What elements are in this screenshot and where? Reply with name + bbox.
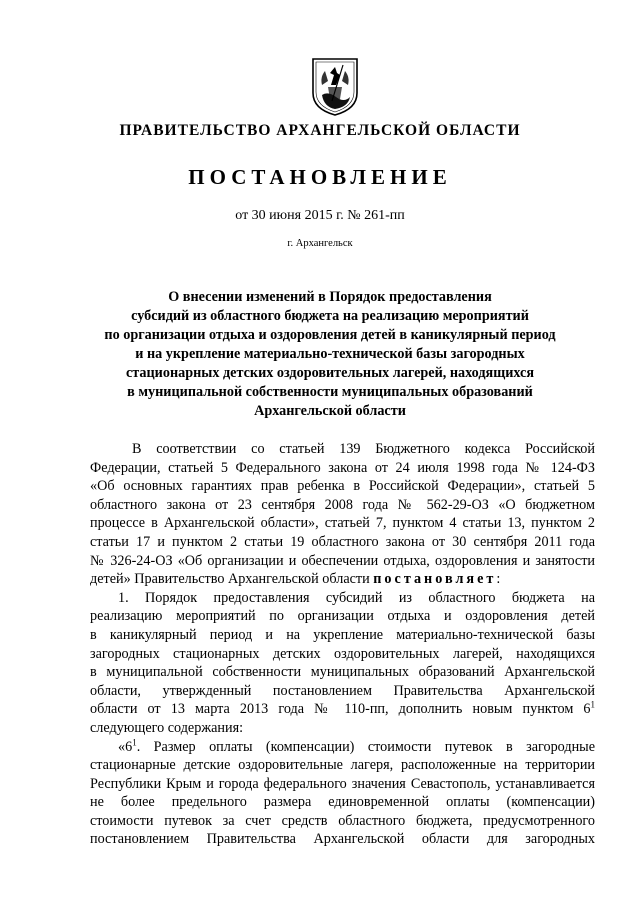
body-text: детей» Правительство Архангельской области bbox=[90, 571, 374, 588]
body-line: Республики Крым и города федерального значения Севастополь, устанавливается bbox=[90, 775, 595, 792]
superscript: 1 bbox=[132, 736, 137, 747]
body-line: областного закона от 23 сентября 2008 года № 562-29-ОЗ «О бюджетном bbox=[90, 496, 595, 513]
body-line: реализацию мероприятий по организации отдыха и оздоровления детей bbox=[90, 608, 595, 625]
superscript: 1 bbox=[590, 699, 595, 710]
document-city: г. Архангельск bbox=[287, 238, 353, 249]
document-type: ПОСТАНОВЛЕНИЕ bbox=[188, 165, 452, 189]
body-line: стоимости путевок за счет средств областного бюджета, предусмотренного bbox=[90, 812, 595, 829]
document-title bbox=[80, 288, 580, 421]
title-line: по организации отдыха и оздоровления детей в каникулярный период bbox=[104, 327, 556, 343]
title-line: субсидий из областного бюджета на реализацию мероприятий bbox=[131, 308, 529, 324]
body-text: : bbox=[496, 571, 501, 588]
body-line bbox=[90, 570, 595, 589]
document-body bbox=[90, 440, 595, 849]
document-date-number: от 30 июня 2015 г. № 261-пп bbox=[235, 208, 405, 223]
body-line: В соответствии со статьей 139 Бюджетного кодекса Российской bbox=[132, 441, 595, 457]
title-line: и на укрепление материально-технической базы загородных bbox=[135, 346, 525, 362]
title-line: стационарных детских оздоровительных лагерей, находящихся bbox=[125, 365, 535, 381]
body-text: области от 13 марта 2013 года № 110-пп, дополнить новым пунктом 6 bbox=[90, 701, 591, 718]
body-line: следующего содержания: bbox=[90, 719, 244, 736]
body-line: не более предельного размера единовременной оплаты (компенсации) bbox=[90, 794, 595, 811]
title-line: в муниципальной собственности муниципальных образований bbox=[127, 384, 533, 400]
body-line bbox=[90, 700, 595, 719]
organization-name: ПРАВИТЕЛЬСТВО АРХАНГЕЛЬСКОЙ ОБЛАСТИ bbox=[119, 122, 521, 139]
body-line: «Об основных гарантиях прав ребенка в Российской Федерации», статьей 5 bbox=[90, 478, 595, 495]
body-line: № 326-24-ОЗ «Об организации и обеспечении отдыха, оздоровления и занятости bbox=[90, 552, 595, 569]
body-line: 1. Порядок предоставления субсидий из областного бюджета на bbox=[118, 589, 595, 606]
title-line: Архангельской области bbox=[254, 403, 406, 419]
resolution-verb: постановляет bbox=[373, 571, 497, 588]
body-line: постановлением Правительства Архангельской области для загородных bbox=[90, 831, 595, 848]
body-line: процессе в Архангельской области», статьей 7, пунктом 4 статьи 13, пунктом 2 bbox=[90, 515, 595, 532]
body-line: в каникулярный период и на укрепление материально-технической базы bbox=[90, 626, 595, 643]
body-line: стационарные детские оздоровительные лагеря, расположенные на территории bbox=[90, 757, 595, 774]
body-line: в муниципальной собственности муниципальных образований Архангельской bbox=[90, 664, 595, 681]
body-line: области, утвержденный постановлением Правительства Архангельской bbox=[90, 682, 595, 699]
body-line: Федерации, статьей 5 Федерального закона от 24 июля 1998 года № 124-ФЗ bbox=[90, 459, 595, 476]
body-text: «6 bbox=[118, 738, 133, 755]
coat-of-arms-icon bbox=[310, 55, 360, 117]
title-line: О внесении изменений в Порядок предоставления bbox=[168, 289, 492, 305]
body-line: статьи 17 и пунктом 2 статьи 19 областного закона от 30 сентября 2011 года bbox=[90, 533, 595, 550]
body-text: . Размер оплаты (компенсации) стоимости путевок в загородные bbox=[136, 738, 595, 755]
body-line: загородных стационарных детских оздоровительных лагерей, находящихся bbox=[90, 645, 595, 662]
body-line bbox=[90, 738, 595, 757]
